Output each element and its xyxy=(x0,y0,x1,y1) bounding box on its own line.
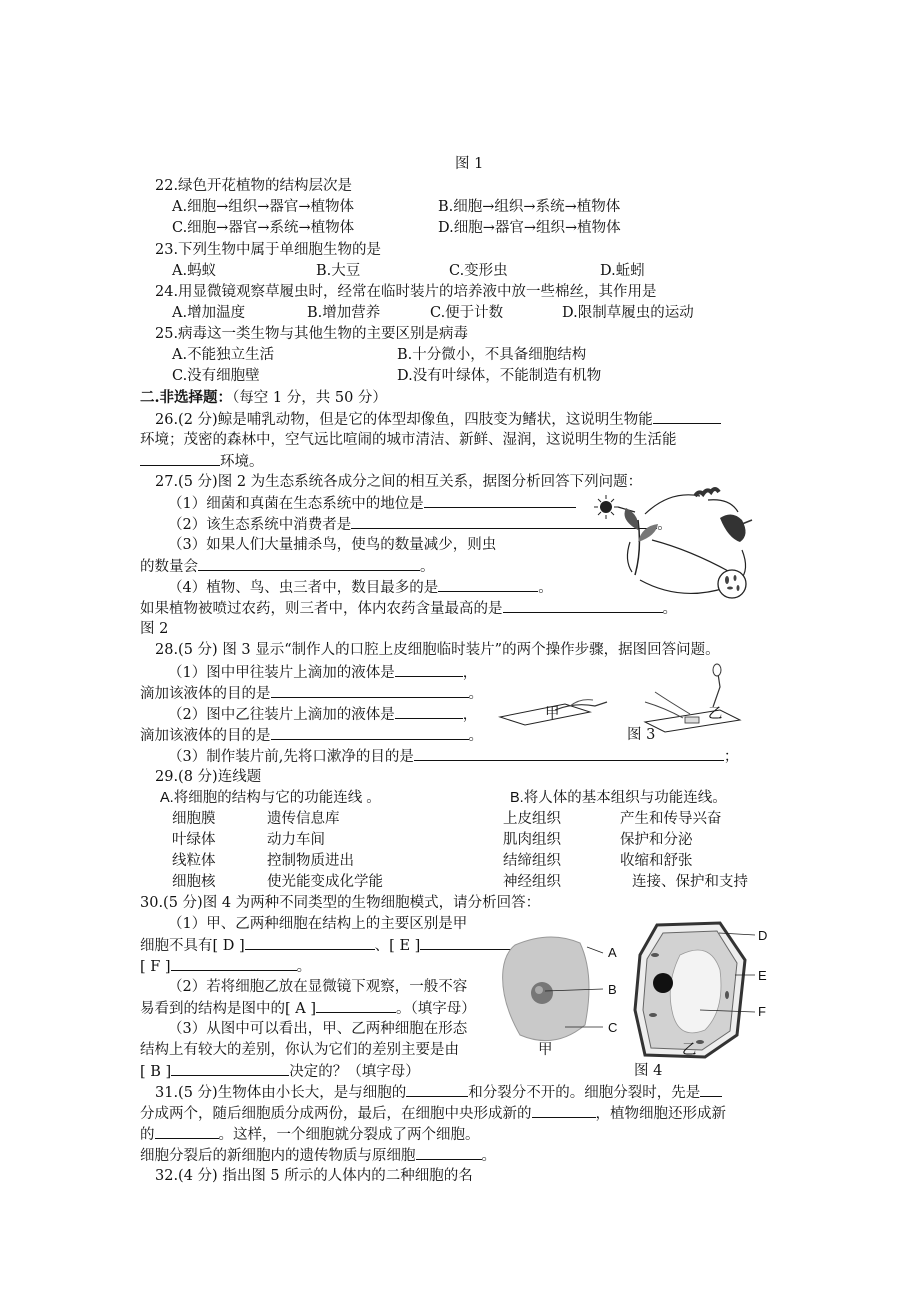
caterpillar-icon xyxy=(695,489,719,496)
q29-item[interactable]: 叶绿体 xyxy=(172,832,216,848)
q25-option-b: B.十分微小，不具备细胞结构 xyxy=(397,347,587,363)
fig4-label-jia: 甲 xyxy=(538,1042,553,1058)
q31-line4 xyxy=(140,1145,496,1166)
q27-sub4a-text: （4）植物、鸟、虫三者中，数目最多的是 xyxy=(168,580,439,596)
q28-blank3[interactable] xyxy=(395,704,463,719)
q30-sub1d xyxy=(140,956,311,977)
q30-blank3[interactable] xyxy=(171,956,297,971)
q31-l4a: 细胞分裂后的新细胞内的遗传物质与原细胞 xyxy=(140,1148,416,1164)
q30-sub3b: 结构上有较大的差别，你认为它们的差别主要是由 xyxy=(140,1042,459,1058)
q30-sub2c-text: 。（填字母） xyxy=(396,1001,476,1017)
fig4-label-e: E xyxy=(758,968,767,983)
q26-text3: 环境。 xyxy=(220,454,264,470)
q22-stem: 22.绿色开花植物的结构层次是 xyxy=(155,178,353,194)
q26-line1 xyxy=(155,409,721,430)
q27-sub3a: （3）如果人们大量捕杀鸟，使鸟的数量减少，则虫 xyxy=(168,537,497,553)
q30-blank4[interactable] xyxy=(316,998,396,1013)
q28-comma1: ， xyxy=(462,665,478,681)
q30-blank5[interactable] xyxy=(171,1061,289,1076)
q31-blank4[interactable] xyxy=(155,1124,219,1139)
fig4-label-c: C xyxy=(608,1020,618,1035)
q30-sub1b xyxy=(140,935,550,956)
q29-item[interactable]: 细胞膜 xyxy=(172,811,216,827)
q27-blank1[interactable] xyxy=(424,493,576,508)
q29-item[interactable]: 使光能变成化学能 xyxy=(267,874,383,890)
q23-option-b: B.大豆 xyxy=(316,263,361,279)
q22-option-b: B.细胞→组织→系统→植物体 xyxy=(438,199,621,215)
q26-line2: 环境；茂密的森林中，空气远比喧闹的城市清洁、新鲜、湿润，这说明生物的生活能 xyxy=(140,432,677,448)
q28-sub2a xyxy=(168,704,477,725)
q28-stem: 28.(5 分) 图 3 显示“制作人的口腔上皮细胞临时装片”的两个操作步骤，据图回答问题。 xyxy=(155,642,720,658)
q31-line2 xyxy=(140,1103,726,1124)
q28-sub1b xyxy=(140,683,483,704)
q29-stem: 29.(8 分)连线题 xyxy=(155,769,262,785)
bird-icon xyxy=(720,514,752,542)
q31-l1b: 和分裂分不开的。细胞分裂时，先是 xyxy=(468,1085,701,1101)
q29-item[interactable]: 肌肉组织 xyxy=(503,832,561,848)
q28-sub1a-text: （1）图中甲往装片上滴加的液体是 xyxy=(168,665,395,681)
q27-sub4b-text: 如果植物被喷过农药，则三者中，体内农药含量最高的是 xyxy=(140,601,503,617)
q27-blank4[interactable] xyxy=(438,577,538,592)
q29-head-a: A.将细胞的结构与它的功能连线 。 xyxy=(160,790,381,806)
q31-blank2[interactable] xyxy=(700,1082,722,1097)
q25-option-a: A.不能独立生活 xyxy=(172,347,275,363)
q31-l1a: 31.(5 分)生物体由小长大，是与细胞的 xyxy=(155,1085,407,1101)
q27-sub4a xyxy=(168,577,553,598)
q23-option-c: C.变形虫 xyxy=(449,263,508,279)
q27-dot4: 。 xyxy=(538,580,553,596)
q27-blank3[interactable] xyxy=(198,556,420,571)
q27-dot2: 。 xyxy=(657,517,672,533)
q23-stem: 23.下列生物中属于单细胞生物的是 xyxy=(155,242,382,258)
fig4-label-d: D xyxy=(758,928,768,943)
q28-sub2a-text: （2）图中乙往装片上滴加的液体是 xyxy=(168,707,395,723)
q29-item[interactable]: 结缔组织 xyxy=(503,853,561,869)
q27-dot3: 。 xyxy=(420,559,435,575)
q26-blank1[interactable] xyxy=(653,409,721,424)
q31-blank3[interactable] xyxy=(532,1103,596,1118)
q26-line3 xyxy=(140,451,264,472)
q27-sub1 xyxy=(168,493,576,514)
fig4-label-f: F xyxy=(758,1004,766,1019)
q30-sub2a: （2）若将细胞乙放在显微镜下观察，一般不容 xyxy=(168,979,468,995)
slide-yi xyxy=(645,664,740,732)
q29-item[interactable]: 产生和传导兴奋 xyxy=(620,811,722,827)
q31-l2b: ，植物细胞还形成新 xyxy=(595,1106,726,1122)
q31-l2a: 分成两个，随后细胞质分成两份，最后，在细胞中央形成新的 xyxy=(140,1106,532,1122)
q28-dot2: 。 xyxy=(468,728,483,744)
q31-l3b: 。这样，一个细胞就分裂成了两个细胞。 xyxy=(218,1127,480,1143)
fig4-label-a: A xyxy=(608,945,617,960)
q29-item[interactable]: 遗传信息库 xyxy=(267,811,340,827)
fig3-slide-diagram xyxy=(495,662,755,742)
q26-text1: 26.(2 分)鲸是哺乳动物，但是它的体型却像鱼，四肢变为鳍状，这说明生物能 xyxy=(155,412,653,428)
q30-sub1a: （1）甲、乙两种细胞在结构上的主要区别是甲 xyxy=(168,916,468,932)
q24-option-a: A.增加温度 xyxy=(172,305,246,321)
q28-sub2b-text: 滴加该液体的目的是 xyxy=(140,728,271,744)
q30-sub1d-text: [ F ] xyxy=(140,959,171,975)
q31-line3 xyxy=(140,1124,480,1145)
q30-sub2b xyxy=(140,998,476,1019)
q27-dot5: 。 xyxy=(662,601,677,617)
q27-stem: 27.(5 分)图 2 为生态系统各成分之间的相互关系，据图分析回答下列问题： xyxy=(155,474,643,490)
q30-sub2b-text: 易看到的结构是图中的[ A ] xyxy=(140,1001,317,1017)
q28-blank4[interactable] xyxy=(271,725,469,740)
animal-cell xyxy=(503,937,589,1041)
section2-header xyxy=(140,388,387,408)
q29-item[interactable]: 细胞核 xyxy=(172,874,216,890)
q27-sub2-text: （2）该生态系统中消费者是 xyxy=(168,517,352,533)
q28-blank5[interactable] xyxy=(414,746,724,761)
q30-stem: 30.(5 分)图 4 为两种不同类型的生物细胞模式，请分析回答： xyxy=(140,895,541,911)
q24-stem: 24.用显微镜观察草履虫时，经常在临时装片的培养液中放一些棉丝，其作用是 xyxy=(155,284,657,300)
q30-blank1[interactable] xyxy=(245,935,375,950)
q30-dot1: 。 xyxy=(296,959,312,975)
plant-cell xyxy=(635,923,745,1057)
q29-item[interactable]: 收缩和舒张 xyxy=(620,853,693,869)
decomposer-icon xyxy=(718,570,746,598)
q28-comma2: ， xyxy=(462,707,478,723)
q32-stem: 32.(4 分) 指出图 5 所示的人体内的二种细胞的名 xyxy=(155,1168,473,1184)
q28-sub3-text: （3）制作装片前,先将口漱净的目的是 xyxy=(168,749,414,765)
q28-blank1[interactable] xyxy=(395,662,463,677)
q27-sub3b-text: 的数量会 xyxy=(140,559,198,575)
q23-option-d: D.蚯蚓 xyxy=(600,263,645,279)
section2-note: （每空 1 分，共 50 分） xyxy=(232,390,387,406)
q29-item[interactable]: 神经组织 xyxy=(503,874,561,890)
fig2-ecosystem-diagram xyxy=(590,480,765,605)
fig2-caption: 图 2 xyxy=(140,621,169,637)
q28-sub1b-text: 滴加该液体的目的是 xyxy=(140,686,271,702)
q27-sub1-text: （1）细菌和真菌在生态系统中的地位是 xyxy=(168,496,424,512)
q25-option-c: C.没有细胞壁 xyxy=(172,368,260,384)
q28-semi: ； xyxy=(723,749,739,765)
q28-dot1: 。 xyxy=(468,686,483,702)
q31-line1 xyxy=(155,1082,722,1103)
q29-item[interactable]: 动力车间 xyxy=(267,832,325,848)
q30-sub3d-text: 决定的？（填字母） xyxy=(289,1064,420,1080)
q31-blank5[interactable] xyxy=(416,1145,482,1160)
fig1-caption: 图 1 xyxy=(455,156,484,172)
q25-option-d: D.没有叶绿体，不能制造有机物 xyxy=(397,368,602,384)
q28-sub2b xyxy=(140,725,483,746)
q24-option-c: C.便于计数 xyxy=(430,305,504,321)
fig3-label-jia: 甲 xyxy=(545,706,560,722)
q29-item[interactable]: 线粒体 xyxy=(172,853,216,869)
q29-head-b: B.将人体的基本组织与功能连线。 xyxy=(510,790,727,806)
fig3-caption: 图 3 xyxy=(627,727,656,743)
q23-option-a: A.蚂蚁 xyxy=(172,263,217,279)
q30-sub3c xyxy=(140,1061,420,1082)
q22-option-a: A.细胞→组织→器官→植物体 xyxy=(172,199,355,215)
sun-icon xyxy=(594,495,618,519)
fig4-label-b: B xyxy=(608,982,617,997)
q31-blank1[interactable] xyxy=(406,1082,468,1097)
q24-option-d: D.限制草履虫的运动 xyxy=(562,305,694,321)
q31-l3a: 的 xyxy=(140,1127,155,1143)
q27-sub3b xyxy=(140,556,435,577)
q26-blank2[interactable] xyxy=(140,451,220,466)
q22-option-c: C.细胞→器官→系统→植物体 xyxy=(172,220,355,236)
plant-icon xyxy=(625,508,659,575)
q28-blank2[interactable] xyxy=(271,683,469,698)
q30-sub3a: （3）从图中可以看出，甲、乙两种细胞在形态 xyxy=(168,1021,468,1037)
q22-option-d: D.细胞→器官→组织→植物体 xyxy=(438,220,621,236)
q24-option-b: B.增加营养 xyxy=(307,305,381,321)
q29-item[interactable]: 保护和分泌 xyxy=(620,832,693,848)
fig3-label-yi: 乙 xyxy=(708,706,723,722)
fig4-label-yi: 乙 xyxy=(682,1042,697,1058)
section2-title: 二.非选择题： xyxy=(140,389,233,406)
fig4-cell-diagram xyxy=(495,915,775,1065)
q30-sub3c-text: [ B ] xyxy=(140,1064,172,1080)
q31-l4b: 。 xyxy=(481,1148,496,1164)
q25-stem: 25.病毒这一类生物与其他生物的主要区别是病毒 xyxy=(155,326,469,342)
q28-sub3 xyxy=(168,746,738,767)
q29-item[interactable]: 控制物质进出 xyxy=(267,853,354,869)
q30-sub1b-text: 细胞不具有[ D ] xyxy=(140,938,245,954)
q29-item[interactable]: 上皮组织 xyxy=(503,811,561,827)
q30-sub1c-text: 、[ E ] xyxy=(374,938,421,954)
fig4-caption: 图 4 xyxy=(634,1063,663,1079)
q29-item[interactable]: 连接、保护和支持 xyxy=(632,874,748,890)
q28-sub1a xyxy=(168,662,477,683)
